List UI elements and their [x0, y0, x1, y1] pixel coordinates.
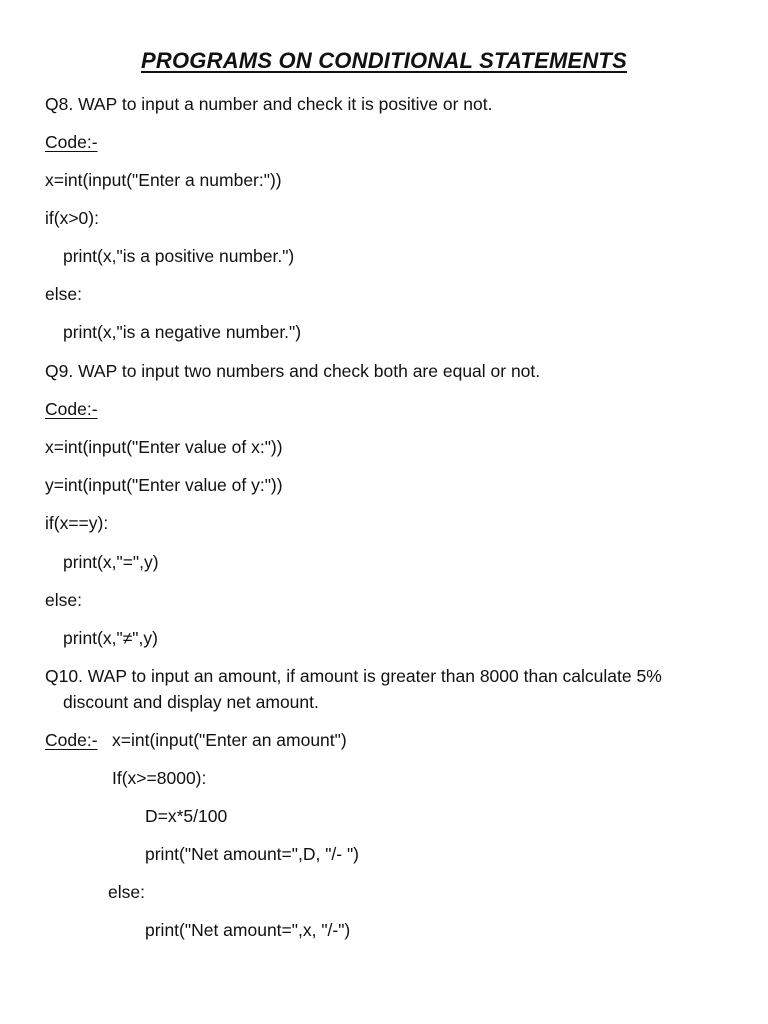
q10-code-line: print("Net amount=",D, "/- ") [145, 844, 360, 864]
q9-code-label: Code:- [45, 399, 98, 419]
q9-question: Q9. WAP to input two numbers and check both are equal or not. [45, 361, 541, 381]
q9-code-line: y=int(input("Enter value of y:")) [45, 475, 283, 495]
q10-code-line: x=int(input("Enter an amount") [112, 730, 347, 750]
q10-code-line: print("Net amount=",x, "/-") [145, 920, 351, 940]
q10-question-line1: Q10. WAP to input an amount, if amount is greater than 8000 than calculate 5% [45, 666, 662, 686]
q8-code-label: Code:- [45, 132, 98, 152]
q8-code-line: if(x>0): [45, 208, 99, 228]
q10-code-label: Code:- [45, 730, 98, 750]
q9-code-line: else: [45, 590, 82, 610]
page-title: PROGRAMS ON CONDITIONAL STATEMENTS [141, 48, 627, 73]
q10-code-line: If(x>=8000): [112, 768, 207, 788]
q8-code-line: else: [45, 284, 82, 304]
q10-code-line: else: [108, 882, 145, 902]
q8-code-line: x=int(input("Enter a number:")) [45, 170, 282, 190]
q9-code-line: x=int(input("Enter value of x:")) [45, 437, 283, 457]
q10-question-line2: discount and display net amount. [63, 692, 319, 712]
q9-code-line: print(x,"≠",y) [63, 628, 158, 648]
q10-code-line: D=x*5/100 [145, 806, 228, 826]
q8-question: Q8. WAP to input a number and check it is positive or not. [45, 94, 493, 114]
q9-code-line: print(x,"=",y) [63, 552, 159, 572]
q9-code-line: if(x==y): [45, 513, 109, 533]
q8-code-line: print(x,"is a positive number.") [63, 246, 295, 266]
q8-code-line: print(x,"is a negative number.") [63, 322, 302, 342]
